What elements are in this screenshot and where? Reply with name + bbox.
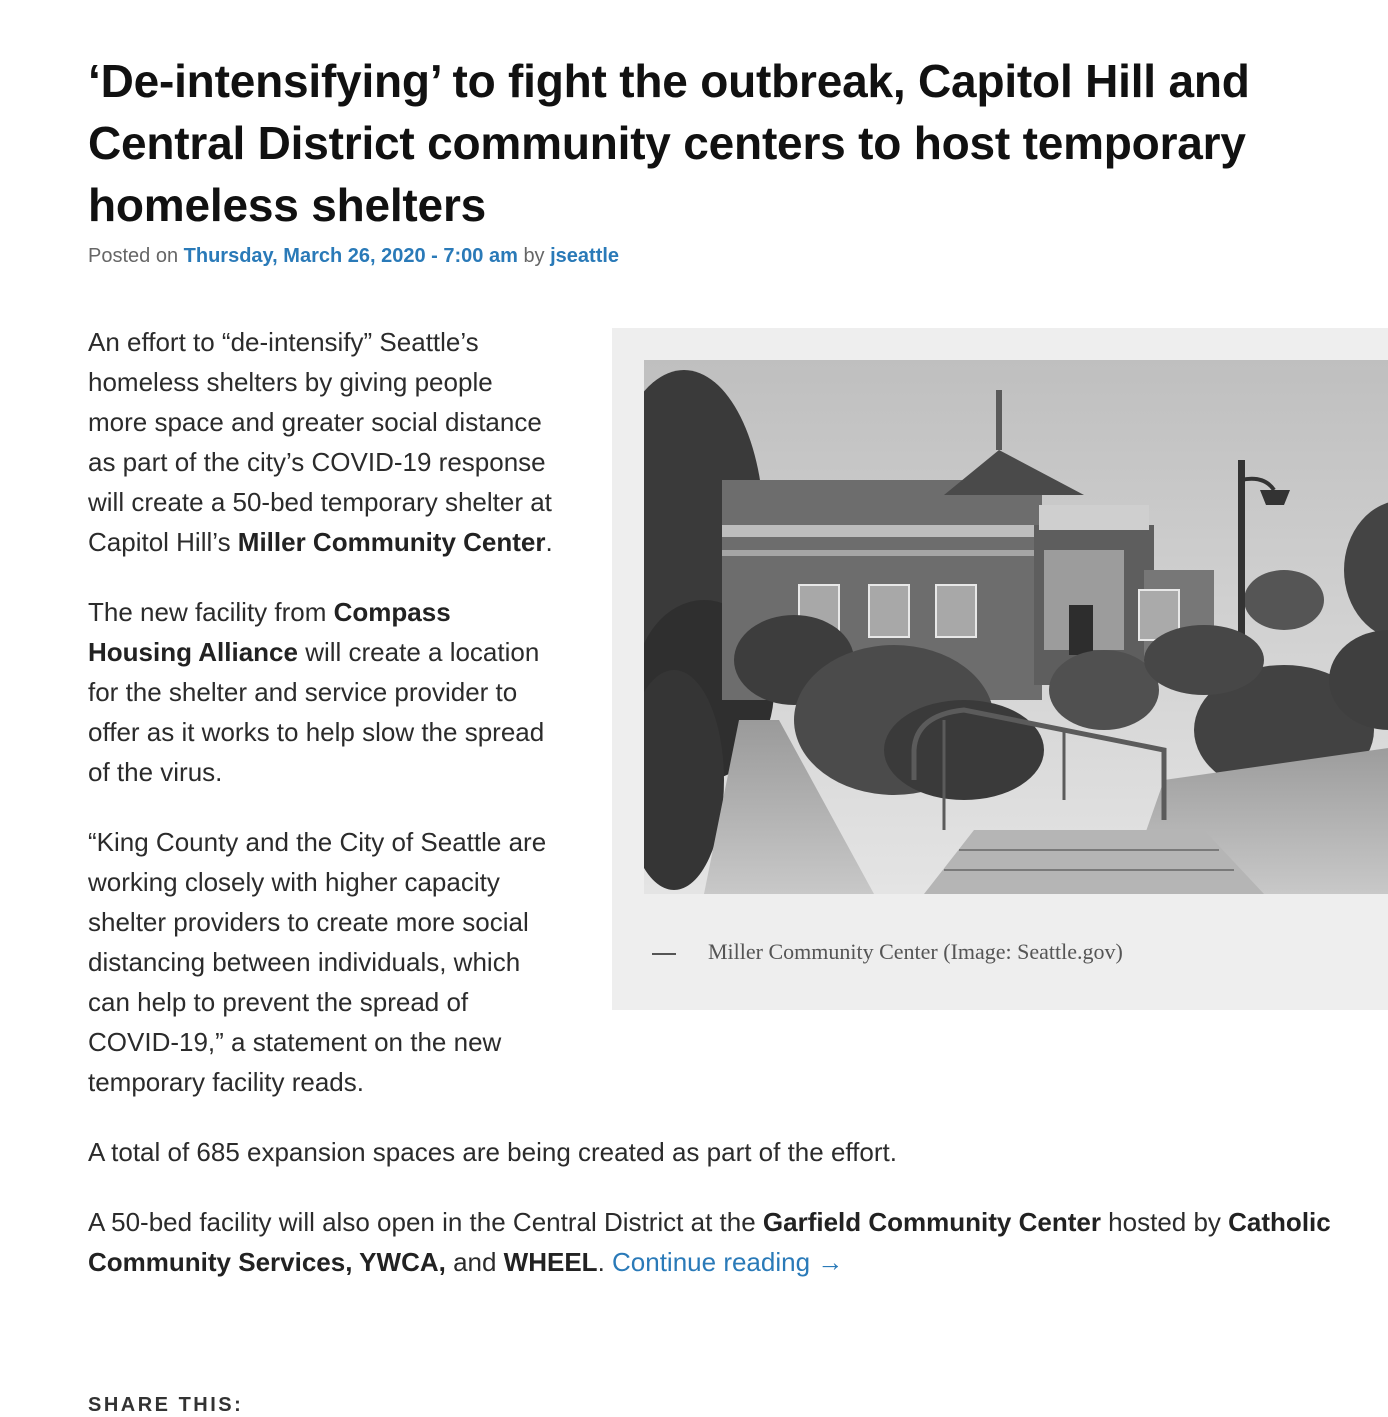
paragraph-1-end: . <box>545 527 553 557</box>
paragraph-5-hosted-by: hosted by <box>1100 1207 1229 1237</box>
post-date-link[interactable]: Thursday, March 26, 2020 - 7:00 am <box>183 245 518 267</box>
community-center-photo[interactable] <box>644 360 1388 894</box>
paragraph-5-end: . <box>597 1247 613 1277</box>
community-center-photo-image <box>644 360 1388 894</box>
paragraph-2-text: The new facility from <box>88 597 334 627</box>
figure-caption-text: Miller Community Center (Image: Seattle.gov) <box>708 939 1123 964</box>
figure-caption <box>652 932 1123 972</box>
article-body <box>88 322 1378 1282</box>
paragraph-1-text: An effort to “de-intensify” Seattle’s homeless shelters by giving people more space and greater social distance as part of the city’s COVID-19 response will create a 50-bed temporary shelter at Capitol Hill’s <box>88 327 552 557</box>
caption-dash <box>652 953 676 955</box>
post-meta <box>88 242 1378 270</box>
author-link[interactable]: jseattle <box>550 245 620 267</box>
paragraph-5-text: A 50-bed facility will also open in the Central District at the <box>88 1207 763 1237</box>
featured-figure <box>612 328 1388 1010</box>
paragraph-5 <box>88 1202 1378 1282</box>
paragraph-2-end: will create a location for the shelter and service provider to offer as it works to help slow the spread of the virus. <box>88 637 545 787</box>
paragraph-3: “King County and the City of Seattle are working closely with higher capacity shelter providers to create more social distancing between individuals, which can help to prevent the spread of COVID-19,” a statement on the new temporary facility reads. <box>88 827 547 1097</box>
miller-community-center-bold: Miller Community Center <box>237 527 546 557</box>
compass-housing-alliance-bold: Compass Housing Alliance <box>88 597 451 667</box>
article-title: ‘De-intensifying’ to fight the outbreak, Capitol Hill and Central District community centers to host temporary homeless shelters <box>88 55 1250 231</box>
host-organizations-bold: Catholic Community Services, YWCA, <box>88 1207 1331 1277</box>
wheel-bold: WHEEL <box>503 1247 598 1277</box>
garfield-community-center-bold: Garfield Community Center <box>762 1207 1101 1237</box>
paragraph-4: A total of 685 expansion spaces are being created as part of the effort. <box>88 1137 897 1167</box>
share-this-heading: SHARE THIS: <box>88 1394 244 1416</box>
continue-reading-link[interactable]: Continue reading → <box>612 1247 844 1277</box>
paragraph-5-and: and <box>445 1247 504 1277</box>
by-label: by <box>523 245 545 267</box>
article <box>88 50 1378 1312</box>
posted-on-label: Posted on <box>88 245 179 267</box>
